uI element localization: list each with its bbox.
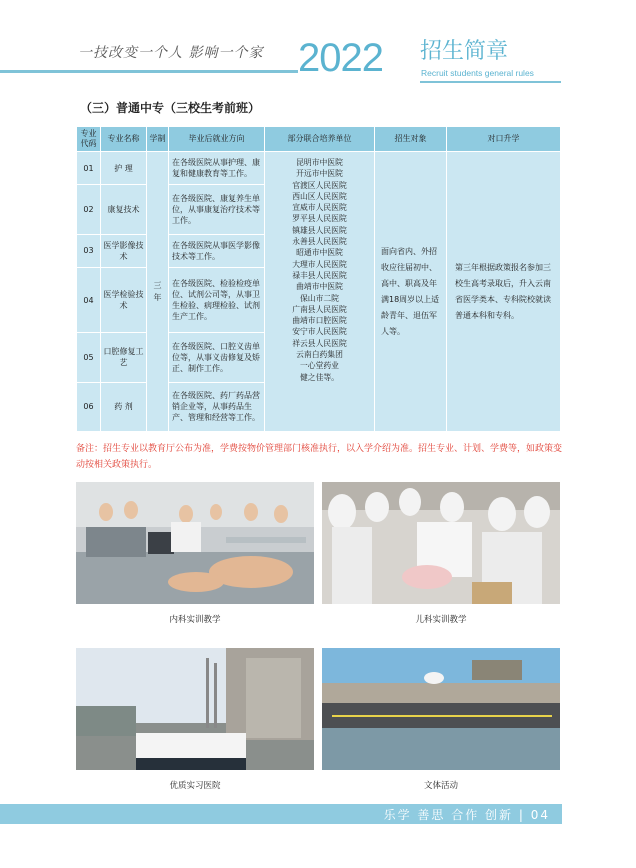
row-direction: 在各级医院、药厂药品营销企业等，从事药品生产、管理和经营等工作。 (169, 382, 265, 431)
row-direction: 在各级医院从事医学影像技术等工作。 (169, 234, 265, 267)
row-code: 06 (77, 382, 101, 431)
header-slogan: 一技改变一个人 影响一个家 (78, 45, 264, 61)
caption-pediatrics: 儿科实训教学 (415, 615, 467, 625)
units-list (265, 157, 374, 383)
row-code: 02 (77, 185, 101, 234)
duration-text: 三年 (153, 280, 162, 302)
caption-internal-medicine: 内科实训教学 (169, 615, 221, 625)
header-code: 专业代码 (77, 127, 101, 152)
row-name: 口腔修复工艺 (101, 333, 147, 382)
caption-sports: 文体活动 (423, 781, 458, 791)
upgrade-cell: 第三年根据政策报名参加三校生高考录取后，升入云南省医学类本、专科院校就读普通本科和专科。 (447, 152, 561, 432)
row-name: 医学检验技术 (101, 268, 147, 333)
row-code: 04 (77, 268, 101, 333)
row-direction: 在各级医院从事护理、康复和健康教育等工作。 (169, 152, 265, 185)
row-name: 康复技术 (101, 185, 147, 234)
unit-item: 西山区人民医院 (292, 191, 347, 201)
header-duration: 学制 (147, 127, 169, 152)
unit-item: 曲靖市中医院 (296, 282, 343, 292)
photo-internal-medicine (76, 482, 314, 604)
unit-item: 罗平县人民医院 (292, 214, 347, 224)
unit-item: 健之佳等。 (300, 372, 339, 382)
footer-separator: | (518, 808, 525, 822)
photo-pediatrics (322, 482, 560, 604)
row-direction: 在各级医院、口腔义齿单位等，从事义齿修复及矫正、制作工作。 (169, 333, 265, 382)
units-cell (265, 152, 375, 432)
duration-cell (147, 152, 169, 432)
page-number: 04 (530, 808, 550, 822)
header-target: 招生对象 (375, 127, 447, 152)
photo-sports (322, 648, 560, 770)
unit-item: 官渡区人民医院 (292, 180, 347, 190)
row-direction: 在各级医院、康复养生单位，从事康复治疗技术等工作。 (169, 185, 265, 234)
row-code: 05 (77, 333, 101, 382)
unit-item: 祥云县人民医院 (292, 338, 347, 348)
unit-item: 保山市二院 (300, 293, 339, 303)
unit-item: 云南白药集团 (296, 350, 343, 360)
header-name: 专业名称 (101, 127, 147, 152)
unit-item: 大理市人民医院 (292, 259, 347, 269)
photo-hospital (76, 648, 314, 770)
unit-item: 昆明市中医院 (296, 158, 343, 167)
header-subtitle: Recruit students general rules (421, 68, 534, 78)
unit-item: 永善县人民医院 (292, 237, 347, 247)
row-direction: 在各级医院、检验检疫单位、试剂公司等，从事卫生检验、病理检验、试剂生产工作。 (169, 268, 265, 333)
unit-item: 禄丰县人民医院 (292, 270, 347, 280)
table-row (77, 152, 561, 185)
section-title: （三）普通中专（三校生考前班） (80, 101, 261, 115)
row-code: 03 (77, 234, 101, 267)
unit-item: 镇雄县人民医院 (292, 225, 347, 235)
unit-item: 一心堂药业 (300, 361, 339, 371)
row-name: 医学影像技术 (101, 234, 147, 267)
header-units: 部分联合培养单位 (265, 127, 375, 152)
row-code: 01 (77, 152, 101, 185)
unit-item: 昭通市中医院 (296, 248, 343, 258)
footer-motto: 乐学 善思 合作 创新 (383, 808, 514, 822)
unit-item: 广南县人民医院 (292, 304, 347, 314)
unit-item: 开远市中医院 (296, 169, 343, 179)
unit-item: 曲靖市口腔医院 (292, 316, 347, 326)
row-name: 药 剂 (101, 382, 147, 431)
header-year: 2022 (298, 36, 383, 80)
header-direction: 毕业后就业方向 (169, 127, 265, 152)
row-name: 护 理 (101, 152, 147, 185)
note-text: 备注：招生专业以教育厅公布为准，学费按物价管理部门核准执行，以入学介绍为准。招生专业、计划、学费等，如政策变动按相关政策执行。 (76, 444, 563, 470)
unit-item: 安宁市人民医院 (292, 327, 347, 337)
unit-item: 宣威市人民医院 (292, 203, 347, 213)
header-upgrade: 对口升学 (447, 127, 561, 152)
footer-motto-line (384, 806, 550, 823)
header-title: 招生简章 (420, 39, 509, 64)
program-table (76, 126, 561, 432)
table-header-row (77, 127, 561, 152)
header-brand-rule (420, 81, 561, 83)
target-cell: 面向省内、外招收应往届初中、高中、职高及年满18周岁以上适龄青年、退伍军人等。 (375, 152, 447, 432)
header-rule (0, 70, 298, 73)
caption-hospital: 优质实习医院 (169, 781, 221, 791)
